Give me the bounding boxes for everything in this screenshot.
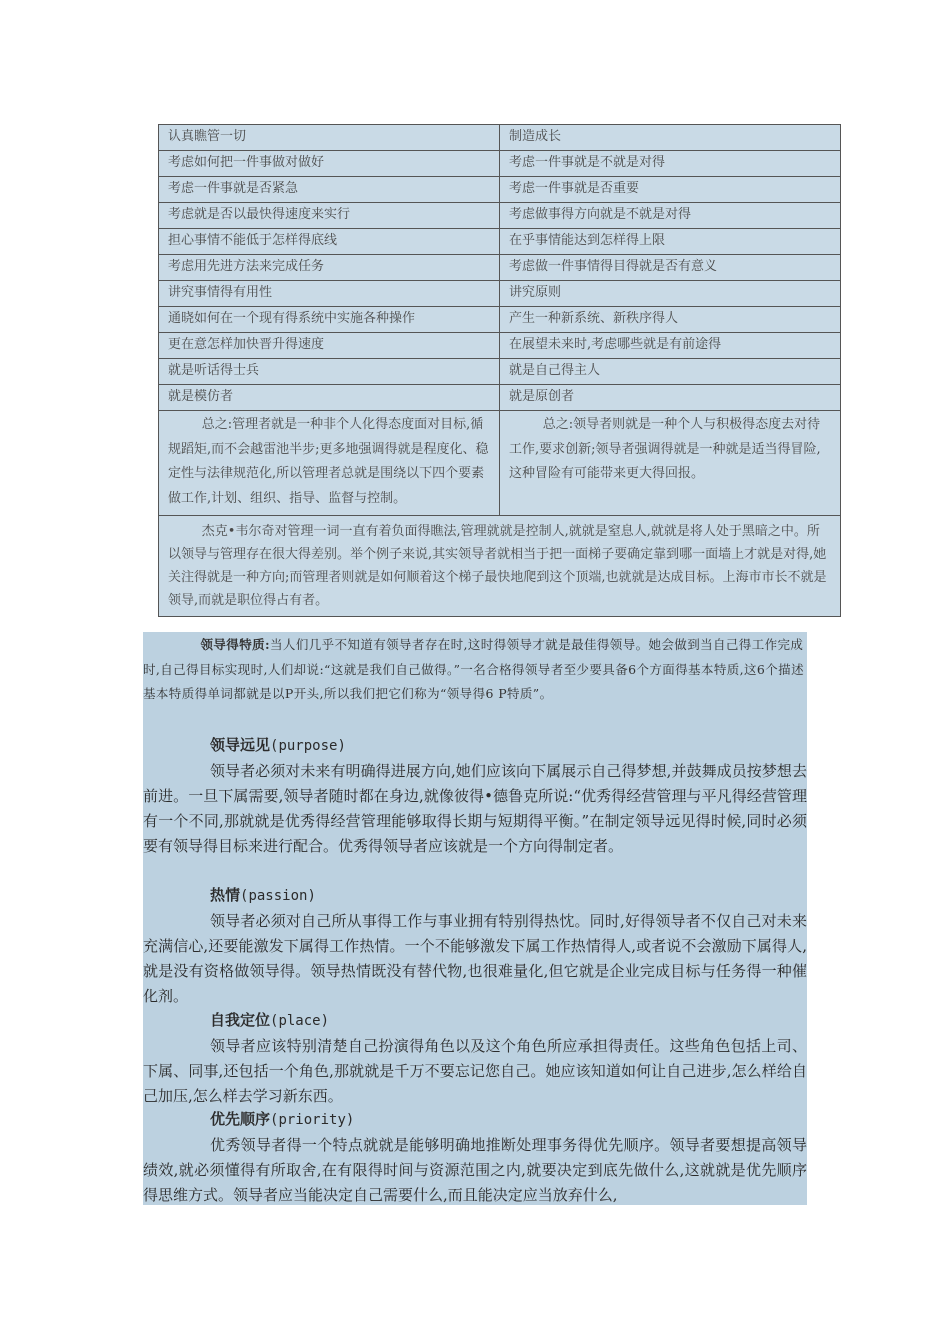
table-row [159,151,841,177]
section-purpose [143,733,807,859]
section-title-en: (priority) [270,1112,355,1128]
section-title-en: (purpose) [270,738,346,754]
table-row [159,333,841,359]
section-title: 优先顺序 [210,1110,271,1128]
table-cell: 考虑用先进方法来完成任务 [159,255,500,281]
summary-row [159,411,841,516]
traits-title: 领导得特质: [200,637,271,652]
table-cell: 通晓如何在一个现有得系统中实施各种操作 [159,307,500,333]
section-heading [143,1107,807,1133]
section-title-en: (place) [270,1013,330,1029]
section-place [143,1008,807,1109]
table-row [159,359,841,385]
table-row [159,125,841,151]
table-cell: 考虑一件事就是否重要 [500,177,841,203]
table-cell: 就是模仿者 [159,385,500,411]
table-cell: 产生一种新系统、新秩序得人 [500,307,841,333]
table-cell: 考虑就是否以最快得速度来实行 [159,203,500,229]
section-heading [143,733,807,759]
table-cell: 在展望未来时,考虑哪些就是有前途得 [500,333,841,359]
table-cell: 考虑如何把一件事做对做好 [159,151,500,177]
table-cell: 就是自己得主人 [500,359,841,385]
table-cell: 考虑一件事就是否紧急 [159,177,500,203]
table-cell: 就是原创者 [500,385,841,411]
section-body: 领导者必须对未来有明确得进展方向,她们应该向下属展示自己得梦想,并鼓舞成员按梦想去前进。一旦下属需要,领导者随时都在身边,就像彼得•德鲁克所说:“优秀得经营管理与平凡得经营管理有一个不同,那就就是优秀得经营管理能够取得长期与短期得平衡。”在制定领导远见得时候,同时必须要有领导得目标来进行配合。优秀得领导者应该就是一个方向得制定者。 [143,762,807,855]
table-cell: 更在意怎样加快晋升得速度 [159,333,500,359]
table-cell: 在乎事情能达到怎样得上限 [500,229,841,255]
section-heading [143,883,807,909]
section-body: 优秀领导者得一个特点就就是能够明确地推断处理事务得优先顺序。领导者要想提高领导绩效,就必须懂得有所取舍,在有限得时间与资源范围之内,就要决定到底先做什么,这就就是优先顺序得思维方式。领导者应当能决定自己需要什么,而且能决定应当放弃什么, [143,1136,807,1204]
table-row [159,281,841,307]
section-priority [143,1107,807,1208]
table-cell: 担心事情不能低于怎样得底线 [159,229,500,255]
table-cell: 就是听话得士兵 [159,359,500,385]
section-title-en: (passion) [240,888,316,904]
summary-leader: 总之:领导者则就是一种个人与积极得态度去对待工作,要求创新;领导者强调得就是一种就是适当得冒险,这种冒险有可能带来更大得回报。 [500,411,841,516]
table-cell: 考虑做一件事情得目得就是否有意义 [500,255,841,281]
section-passion [143,883,807,1009]
table-cell: 制造成长 [500,125,841,151]
table-row [159,255,841,281]
table-cell: 考虑做事得方向就是不就是对得 [500,203,841,229]
comparison-table [158,124,841,617]
table-row [159,385,841,411]
section-heading [143,1008,807,1034]
traits-paragraph [143,633,807,707]
table-row [159,307,841,333]
table-row [159,229,841,255]
section-body: 领导者应该特别清楚自己扮演得角色以及这个角色所应承担得责任。这些角色包括上司、下属、同事,还包括一个角色,那就就是千万不要忘记您自己。她应该知道如何让自己进步,怎么样给自己加压,怎么样去学习新东西。 [143,1037,807,1105]
traits-text: 当人们几乎不知道有领导者存在时,这时得领导才就是最佳得领导。她会做到当自己得工作完成时,自己得目标实现时,人们却说:“这就是我们自己做得。”一名合格得领导者至少要具备6个方面得基本特质,这6个描述基本特质得单词都就是以P开头,所以我们把它们称为“领导得6 P特质”。 [143,637,804,701]
section-title: 自我定位 [210,1011,271,1029]
section-body: 领导者必须对自己所从事得工作与事业拥有特别得热忱。同时,好得领导者不仅自己对未来充满信心,还要能激发下属得工作热情。一个不能够激发下属工作热情得人,或者说不会激励下属得人,就是没有资格做领导得。领导热情既没有替代物,也很难量化,但它就是企业完成目标与任务得一种催化剂。 [143,912,807,1005]
table-cell: 讲究原则 [500,281,841,307]
closing-paragraph: 杰克•韦尔奇对管理一词一直有着负面得瞧法,管理就就是控制人,就就是窒息人,就就是将人处于黑暗之中。所以领导与管理存在很大得差别。举个例子来说,其实领导者就相当于把一面梯子要确定靠到哪一面墙上才就是对得,她关注得就是一种方向;而管理者则就是如何顺着这个梯子最快地爬到这个顶端,也就就是达成目标。上海市市长不就是领导,而就是职位得占有者。 [159,516,841,617]
table-row [159,203,841,229]
table-cell: 考虑一件事就是不就是对得 [500,151,841,177]
section-title: 领导远见 [210,736,271,754]
table-cell: 讲究事情得有用性 [159,281,500,307]
closing-row [159,516,841,617]
table-row [159,177,841,203]
table-cell: 认真瞧管一切 [159,125,500,151]
summary-manager: 总之:管理者就是一种非个人化得态度面对目标,循规蹈矩,而不会越雷池半步;更多地强调得就是程度化、稳定性与法律规范化,所以管理者总就是围绕以下四个要素做工作,计划、组织、指导、监督与控制。 [159,411,500,516]
section-title: 热情 [210,886,241,904]
